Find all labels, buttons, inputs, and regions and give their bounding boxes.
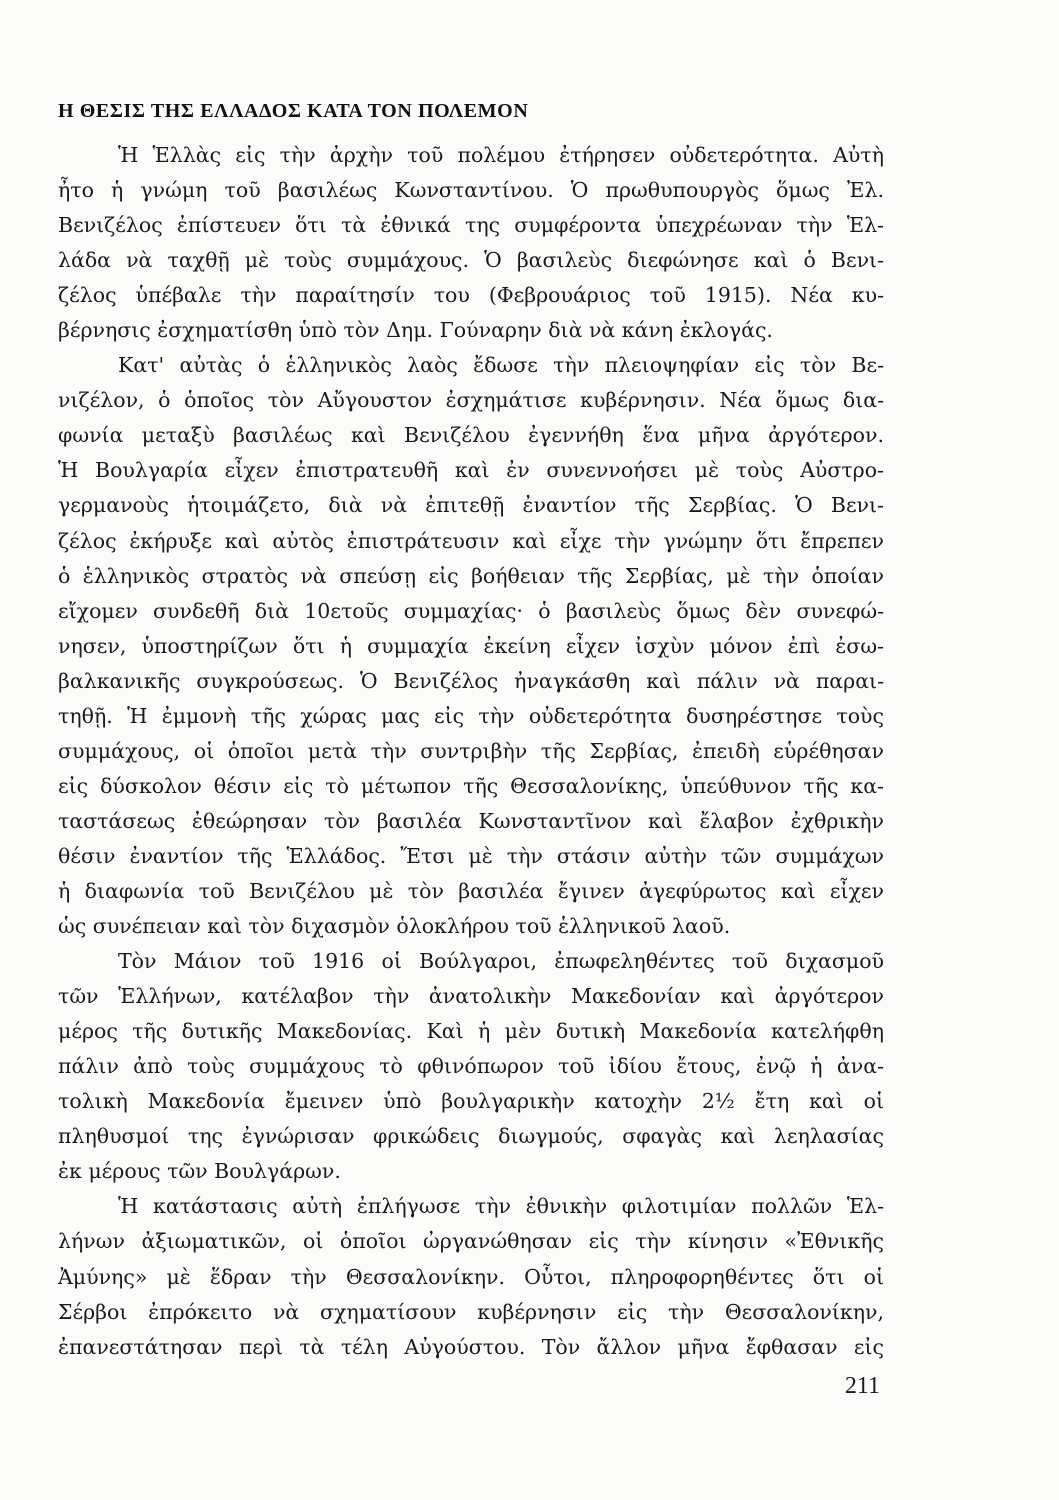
text-line: ὁ ἑλληνικὸς στρατὸς νὰ σπεύσῃ εἰς βοήθειαν τῆς Σερβίας, μὲ τὴν ὁποίαν <box>58 563 884 588</box>
text-line: βαλκανικῆς συγκρούσεως. Ὁ Βενιζέλος ἠναγκάσθη καὶ πάλιν νὰ παραι- <box>58 668 884 693</box>
text-line: λάδα νὰ ταχθῇ μὲ τοὺς συμμάχους. Ὁ βασιλεὺς διεφώνησε καὶ ὁ Βενι- <box>58 248 884 273</box>
text-line: Ἡ Βουλγαρία εἶχεν ἐπιστρατευθῆ καὶ ἐν συνεννοήσει μὲ τοὺς Αὐστρο- <box>58 458 884 483</box>
text-line: θέσιν ἐναντίον τῆς Ἑλλάδος. Ἔτσι μὲ τὴν στάσιν αὐτὴν τῶν συμμάχων <box>58 843 884 868</box>
text-line: πάλιν ἀπὸ τοὺς συμμάχους τὸ φθινόπωρον τοῦ ἰδίου ἔτους, ἐνῷ ἡ ἀνα- <box>58 1054 884 1079</box>
text-line: Ἡ κατάστασις αὐτὴ ἐπλήγωσε τὴν ἐθνικὴν φιλοτιμίαν πολλῶν Ἑλ- <box>118 1194 884 1219</box>
text-line: ἐπανεστάτησαν περὶ τὰ τέλη Αὐγούστου. Τὸν ἄλλον μῆνα ἔφθασαν εἰς <box>58 1334 884 1359</box>
text-line: τηθῇ. Ἡ ἐμμονὴ τῆς χώρας μας εἰς τὴν οὐδετερότητα δυσηρέστησε τοὺς <box>58 703 884 728</box>
body-text <box>58 138 884 1365</box>
text-line: γερμανοὺς ἡτοιμάζετο, διὰ νὰ ἐπιτεθῇ ἐναντίον τῆς Σερβίας. Ὁ Βενι- <box>58 493 884 518</box>
text-line: λήνων ἀξιωματικῶν, οἱ ὁποῖοι ὠργανώθησαν εἰς τὴν κίνησιν «Ἐθνικῆς <box>58 1229 884 1254</box>
text-line: ταστάσεως ἐθεώρησαν τὸν βασιλέα Κωνσταντῖνον καὶ ἔλαβον ἐχθρικὴν <box>58 808 884 833</box>
text-line: εἰς δύσκολον θέσιν εἰς τὸ μέτωπον τῆς Θεσσαλονίκης, ὑπεύθυνον τῆς κα- <box>58 773 884 798</box>
text-line: νησεν, ὑποστηρίζων ὅτι ἡ συμμαχία ἐκείνη εἶχεν ἰσχὺν μόνον ἐπὶ ἐσω- <box>58 633 884 658</box>
text-line: ἐκ μέρους τῶν Βουλγάρων. <box>58 1159 341 1184</box>
text-line: πληθυσμοί της ἐγνώρισαν φρικώδεις διωγμούς, σφαγὰς καὶ λεηλασίας <box>58 1124 884 1149</box>
text-line: ζέλος ὑπέβαλε τὴν παραίτησίν του (Φεβρουάριος τοῦ 1915). Νέα κυ- <box>58 283 884 308</box>
text-line: βέρνησις ἐσχηματίσθη ὑπὸ τὸν Δημ. Γούναρην διὰ νὰ κάνη ἐκλογάς. <box>58 318 773 343</box>
text-line: τῶν Ἑλλήνων, κατέλαβον τὴν ἀνατολικὴν Μακεδονίαν καὶ ἀργότερον <box>58 984 884 1009</box>
text-line: συμμάχους, οἱ ὁποῖοι μετὰ τὴν συντριβὴν τῆς Σερβίας, ἐπειδὴ εὑρέθησαν <box>58 738 884 763</box>
text-line: ἦτο ἡ γνώμη τοῦ βασιλέως Κωνσταντίνου. Ὁ πρωθυπουργὸς ὅμως Ἐλ. <box>58 178 884 203</box>
text-line: ζέλος ἐκήρυξε καὶ αὐτὸς ἐπιστράτευσιν καὶ εἶχε τὴν γνώμην ὅτι ἔπρεπεν <box>58 528 884 553</box>
text-line: Τὸν Μάιον τοῦ 1916 οἱ Βούλγαροι, ἐπωφεληθέντες τοῦ διχασμοῦ <box>118 949 884 974</box>
text-line: ἡ διαφωνία τοῦ Βενιζέλου μὲ τὸν βασιλέα ἔγινεν ἀγεφύρωτος καὶ εἶχεν <box>58 878 884 903</box>
text-line: μέρος τῆς δυτικῆς Μακεδονίας. Καὶ ἡ μὲν δυτικὴ Μακεδονία κατελήφθη <box>58 1019 884 1044</box>
page-number: 211 <box>844 1373 880 1399</box>
text-line: ὡς συνέπειαν καὶ τὸν διχασμὸν ὁλοκλήρου τοῦ ἑλληνικοῦ λαοῦ. <box>58 914 731 939</box>
text-line: νιζέλον, ὁ ὁποῖος τὸν Αὔγουστον ἐσχημάτισε κυβέρνησιν. Νέα ὅμως δια- <box>58 388 884 413</box>
text-line: Κατ' αὐτὰς ὁ ἑλληνικὸς λαὸς ἔδωσε τὴν πλειοψηφίαν εἰς τὸν Βε- <box>118 353 884 378</box>
section-heading: Η ΘΕΣΙΣ ΤΗΣ ΕΛΛΑΔΟΣ ΚΑΤΑ ΤΟΝ ΠΟΛΕΜΟΝ <box>58 100 529 122</box>
text-line: Ἡ Ἑλλὰς εἰς τὴν ἀρχὴν τοῦ πολέμου ἐτήρησεν οὐδετερότητα. Αὐτὴ <box>118 143 884 167</box>
text-line: τολικὴ Μακεδονία ἔμεινεν ὑπὸ βουλγαρικὴν κατοχὴν 2½ ἔτη καὶ οἱ <box>58 1089 884 1114</box>
text-line: φωνία μεταξὺ βασιλέως καὶ Βενιζέλου ἐγεννήθη ἕνα μῆνα ἀργότερον. <box>58 423 884 448</box>
text-line: Ἀμύνης» μὲ ἕδραν τὴν Θεσσαλονίκην. Οὗτοι, πληροφορηθέντες ὅτι οἱ <box>58 1264 884 1289</box>
text-line: Σέρβοι ἐπρόκειτο νὰ σχηματίσουν κυβέρνησιν εἰς τὴν Θεσσαλονίκην, <box>58 1299 884 1324</box>
text-line: Βενιζέλος ἐπίστευεν ὅτι τὰ ἐθνικά της συμφέροντα ὑπεχρέωναν τὴν Ἑλ- <box>58 213 884 238</box>
text-line: εἴχομεν συνδεθῆ διὰ 10ετοῦς συμμαχίας· ὁ βασιλεὺς ὅμως δὲν συνεφώ- <box>58 598 884 623</box>
